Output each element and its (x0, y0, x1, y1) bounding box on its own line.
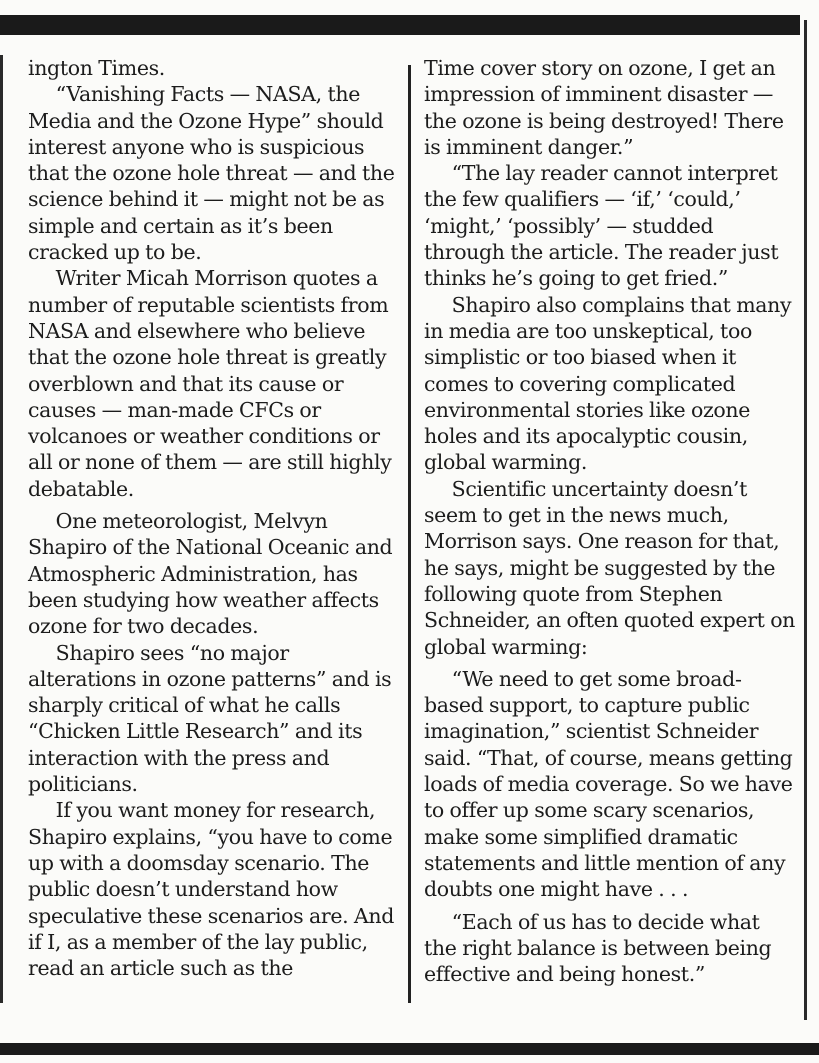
right-border-rule (804, 20, 807, 1020)
column-divider (408, 65, 411, 1003)
right-column (424, 55, 796, 987)
paragraph: Shapiro also complains that many in media are too unskeptical, too simplistic or too biased when it comes to covering complicated environmental stories like ozone holes and its apocalyptic cousin, global warming. (424, 292, 792, 475)
paragraph: Time cover story on ozone, I get an impression of imminent disaster — the ozone is being destroyed! There is imminent danger.” (424, 56, 784, 159)
paragraph: If you want money for research, Shapiro explains, “you have to come up with a doomsday scenario. The public doesn’t understand how speculative these scenarios are. And if I, as a member of the lay public, read an article such as the (28, 798, 395, 981)
paragraph: ington Times. (28, 56, 165, 80)
paragraph: Shapiro sees “no major alterations in ozone patterns” and is sharply critical of what he calls “Chicken Little Research” and its interaction with the press and politicians. (28, 640, 392, 797)
bottom-rule (0, 1043, 819, 1055)
left-column (28, 55, 400, 981)
paragraph: Writer Micah Morrison quotes a number of reputable scientists from NASA and elsewhere who believe that the ozone hole threat is greatly overblown and that its cause or causes — man-made CFCs or volcanoes or weather conditions or all or none of them — are still highly debatable. (28, 266, 392, 501)
quote-paragraph: “We need to get some broad-based support, to capture public imagination,” scientist Schneider said. “That, of course, means getting loads of media coverage. So we have to offer up some scary scenarios, make some simplified dramatic statements and little mention of any doubts one might have . . . (424, 666, 793, 902)
left-border-rule (0, 55, 3, 1003)
paragraph: Scientific uncertainty doesn’t seem to get in the news much, Morrison says. One reason for that, he says, might be suggested by the following quote from Stephen Schneider, an often quoted expert on global warming: (424, 476, 796, 659)
paragraph: One meteorologist, Melvyn Shapiro of the National Oceanic and Atmospheric Administration, has been studying how weather affects ozone for two decades. (28, 509, 393, 639)
quote-paragraph: “Each of us has to decide what the right balance is between being effective and being honest.” (424, 909, 772, 987)
paragraph: “The lay reader cannot interpret the few qualifiers — ‘if,’ ‘could,’ ‘might,’ ‘possibly’ — studded through the article. The reader just thinks he’s going to get fried.” (424, 161, 779, 291)
top-rule (0, 15, 800, 35)
paragraph: “Vanishing Facts — NASA, the Media and the Ozone Hype” should interest anyone who is suspicious that the ozone hole threat — and the science behind it — might not be as simple and certain as it’s been cracked up to be. (28, 82, 395, 265)
